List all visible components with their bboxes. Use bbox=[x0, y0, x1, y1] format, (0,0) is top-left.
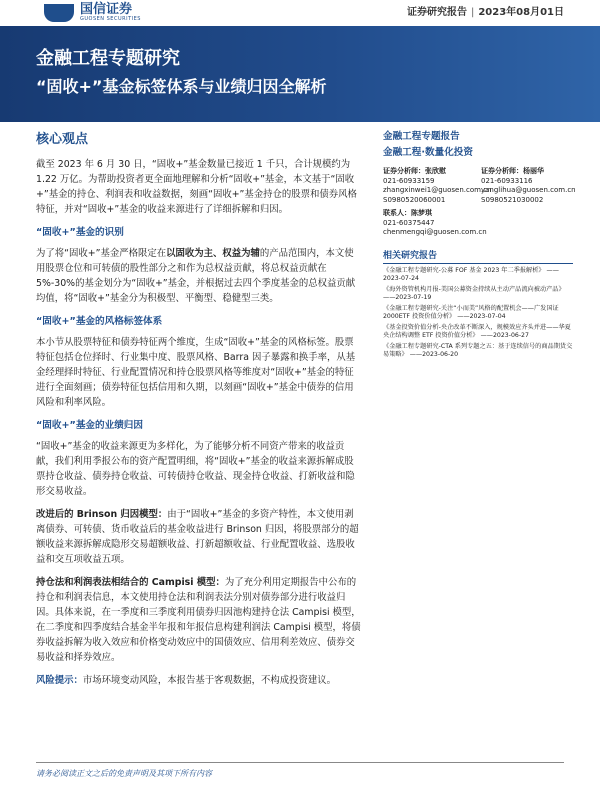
analyst-list bbox=[383, 167, 576, 205]
report-date: 2023年08月01日 bbox=[478, 7, 564, 18]
title-banner bbox=[0, 26, 600, 122]
related-report-item[interactable]: 《海外资管机构月报-美国公募资金持续从主动产品流向被动产品》 ——2023-07-19 bbox=[383, 286, 565, 301]
report-series-title: 金融工程专题研究 bbox=[36, 48, 180, 69]
section-style-tags: “固收+”基金的风格标签体系 bbox=[36, 316, 163, 327]
footer-divider bbox=[36, 762, 564, 763]
report-category: 金融工程专题报告 bbox=[383, 131, 460, 142]
related-report-item[interactable]: 《基金投资价值分析-央企改革不断深入，规模效应齐头并进——华夏央企结构调整 ETF 投资价值分析》 ——2023-06-27 bbox=[383, 324, 571, 339]
related-report-item[interactable]: 《金融工程专题研究-CTA 系列专题之五：基于连续信号的商品期货交易策略》 ——2023-06-20 bbox=[383, 343, 573, 358]
related-report-item[interactable]: 《金融工程专题研究-公募 FOF 基金 2023 年二季报解析》 ——2023-07-24 bbox=[383, 267, 559, 282]
sidebar bbox=[383, 131, 576, 359]
logo-mark-icon bbox=[44, 4, 74, 22]
logo-en-text: GUOSEN SECURITIES bbox=[80, 16, 141, 22]
guosen-logo bbox=[44, 0, 141, 22]
report-title: “固收+”基金标签体系与业绩归因全解析 bbox=[36, 77, 327, 96]
contact-person: 联系人：陈梦琪 021-60375447 chenmengqi@guosen.com.cn bbox=[383, 209, 573, 238]
related-report-item[interactable]: 《金融工程专题研究-关注“小而美”风格的配置机会——广发国证 2000ETF 投资价值分析》 ——2023-07-04 bbox=[383, 305, 559, 320]
related-reports-heading: 相关研究报告 bbox=[383, 252, 573, 265]
main-content bbox=[36, 132, 362, 688]
bold-emphasis: 以固收为主、权益为辅 bbox=[166, 248, 260, 259]
report-type: 证券研究报告 bbox=[406, 7, 467, 18]
analyst-email[interactable]: yanglihua@guosen.com.cn bbox=[481, 186, 576, 194]
top-bar bbox=[0, 0, 600, 26]
report-subcategory: 金融工程·数量化投资 bbox=[383, 146, 473, 158]
logo-cn-text: 国信证券 bbox=[80, 2, 133, 17]
style-tags-paragraph: 本小节从股票特征和债券特征两个维度，生成“固收+”基金的风格标签。股票特征包括仓位择时、行业集中度、股票风格、Barra 因子暴露和换手率，从基金经理择时特征、行业配置情况和持仓股票风格等维度对“固收+”基金的特征进行全面刻画；债券特征包括信用和久期，以刻画“固收+”基金中债券的信用风险和利率风险。 bbox=[36, 337, 356, 408]
meta-separator: | bbox=[470, 7, 475, 18]
risk-text: 市场环境变动风险，本报告基于客观数据，不构成投资建议。 bbox=[82, 675, 337, 686]
risk-label: 风险提示： bbox=[36, 675, 83, 686]
core-view-heading: 核心观点 bbox=[36, 132, 89, 147]
section-identification: “固收+”基金的识别 bbox=[36, 227, 124, 238]
contact-email[interactable]: chenmengqi@guosen.com.cn bbox=[383, 228, 487, 236]
analyst-email[interactable]: zhangxinwei1@guosen.com.cn bbox=[383, 186, 492, 194]
identification-paragraph: 为了将“固收+”基金严格限定在以固收为主、权益为辅的产品范围内，本文使用股票仓位和可转债的股性部分之和作为总权益贡献，将总权益贡献在 5%-30%的基金划分为“固收+”基金，并根据过去四个季度基金的总权益贡献均值，将“固收+”基金分为积极型、平衡型、稳健型三类。 bbox=[36, 248, 356, 304]
analyst-card: 证券分析师：杨丽华 021-60933116 yanglihua@guosen.com.cn S0980521030002 bbox=[481, 167, 576, 204]
attribution-paragraph: “固收+”基金的收益来源更为多样化，为了能够分析不同资产带来的收益贡献，我们利用季报公布的资产配置明细，将“固收+”基金的收益来源拆解成股票持仓收益、债券持仓收益、可转债持仓收益、现金持仓收益、打新收益和隐形交易收益。 bbox=[36, 441, 355, 497]
analyst-card: 证券分析师：张欣慰 021-60933159 zhangxinwei1@guosen.com.cn S0980520060001 bbox=[383, 167, 492, 204]
campisi-paragraph: 持仓法和利润表法相结合的 Campisi 模型：为了充分利用定期报告中公布的持仓和利润表信息，本文使用持仓法和利润表法分别对债券部分进行收益归因。具体来说，在一季度和三季度利用债券归因池构建持仓法 Campisi 模型，在二季度和四季度结合基金半年报和年报信息构建利润法 Campisi 模型，将债券收益拆解为收入效应和价格变动效应中的国债效应、信用利差效应、债券交易收益和择券效应。 bbox=[36, 577, 361, 663]
section-attribution: “固收+”基金的业绩归因 bbox=[36, 420, 143, 431]
report-meta bbox=[407, 3, 564, 18]
risk-warning bbox=[36, 673, 362, 688]
brinson-paragraph: 改进后的 Brinson 归因模型：由于“固收+”基金的多资产特性，本文使用剥离债券、可转债、货币收益后的基金收益进行 Brinson 归因，将股票部分的超额收益来源拆解成隐形交易超额收益、打新超额收益、行业配置收益、选股收益和交互项收益五项。 bbox=[36, 509, 359, 565]
intro-paragraph: 截至 2023 年 6 月 30 日，“固收+”基金数量已接近 1 千只，合计规模约为 1.22 万亿。为帮助投资者更全面地理解和分析“固收+”基金，本文基于“固收+”基金的持仓、利润表和收益数据，刻画“固收+”基金持仓的股票和债券风格特征，并对“固收+”基金的收益来源进行了详细拆解和归因。 bbox=[36, 159, 357, 215]
footer-disclaimer: 请务必阅读正文之后的免责声明及其项下所有内容 bbox=[36, 769, 212, 778]
